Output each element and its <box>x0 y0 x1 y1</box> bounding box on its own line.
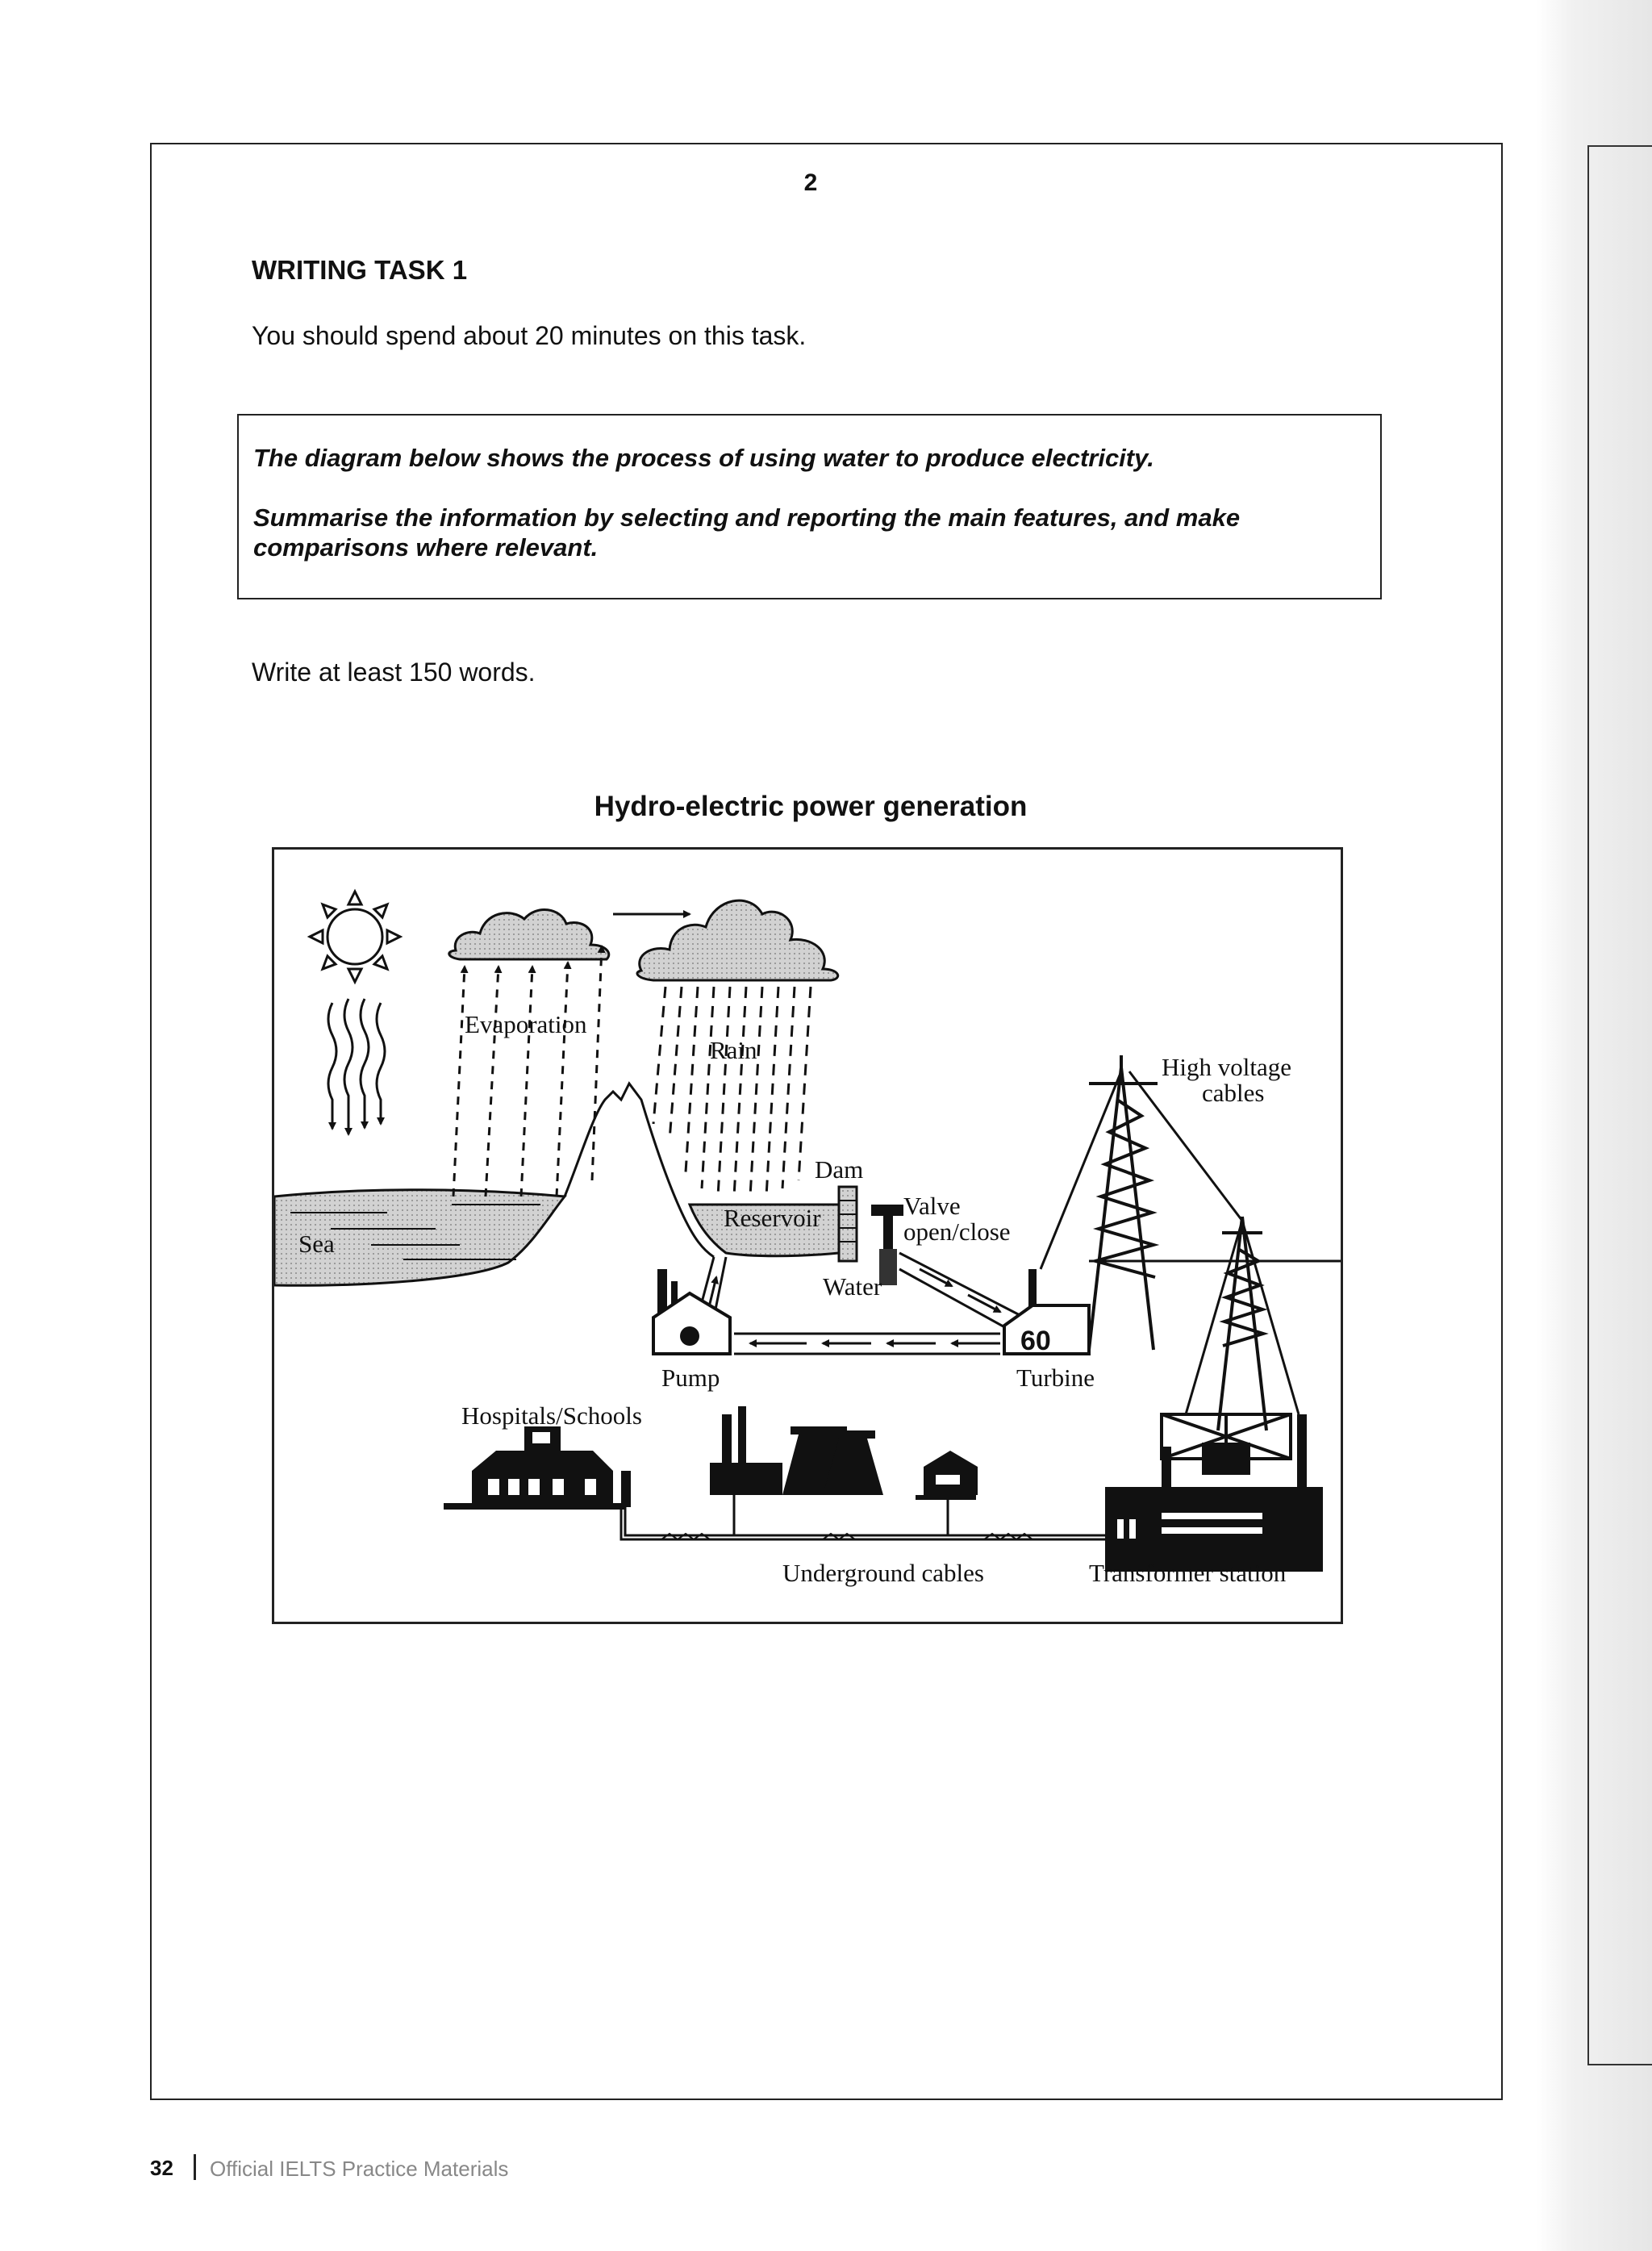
label-valve-open-close: open/close <box>903 1217 1011 1246</box>
label-sea: Sea <box>298 1230 335 1258</box>
pylon-icon <box>1089 1055 1158 1350</box>
label-turbine: Turbine <box>1016 1364 1095 1392</box>
footer-page-number: 32 <box>150 2156 173 2180</box>
pylon-icon <box>1218 1217 1266 1430</box>
cloud-icon <box>637 900 838 980</box>
mountain <box>565 1084 714 1257</box>
time-note: You should spend about 20 minutes on this task. <box>252 321 807 350</box>
label-rain: Rain <box>710 1036 757 1064</box>
label-cables: cables <box>1202 1079 1265 1107</box>
diagram <box>272 847 1343 1624</box>
label-dam: Dam <box>815 1155 864 1184</box>
underground-cables <box>621 1495 1105 1539</box>
adjacent-page-frame <box>1587 145 1652 2065</box>
hospital-school-icon <box>444 1426 631 1510</box>
label-evaporation: Evaporation <box>465 1010 587 1038</box>
label-hospitals-schools: Hospitals/Schools <box>461 1401 642 1430</box>
label-reservoir: Reservoir <box>724 1204 821 1232</box>
pump-house-icon <box>653 1269 730 1354</box>
factory-icon <box>710 1406 883 1495</box>
instruction-box <box>237 414 1382 599</box>
instruction-text: The diagram below shows the process of using water to produce electricity. <box>253 444 1154 472</box>
dam <box>839 1187 857 1261</box>
sun-icon <box>310 892 400 982</box>
label-transformer-station: Transformer station <box>1089 1559 1287 1587</box>
diagram-title: Hydro-electric power generation <box>594 791 1028 822</box>
rain <box>653 987 811 1196</box>
task-heading: WRITING TASK 1 <box>252 255 468 285</box>
house-icon <box>916 1451 978 1500</box>
pipe <box>899 1253 1024 1334</box>
sunlight-rays <box>328 999 385 1134</box>
label-valve: Valve <box>903 1192 961 1220</box>
label-underground-cables: Underground cables <box>782 1559 984 1587</box>
word-count-note: Write at least 150 words. <box>252 658 536 687</box>
pipe-flow-arrows <box>920 1269 1000 1312</box>
footer-divider <box>194 2154 196 2180</box>
svg-text:60: 60 <box>1020 1326 1051 1356</box>
footer-publication: Official IELTS Practice Materials <box>210 2157 509 2181</box>
page-number: 2 <box>803 169 818 196</box>
instruction-text: Summarise the information by selecting and reporting the main features, and make comparisons where relevant. <box>253 503 1241 562</box>
label-water: Water <box>823 1272 882 1301</box>
cloud-icon <box>449 910 609 959</box>
label-pump: Pump <box>661 1364 720 1392</box>
diagram-illustration <box>274 850 1343 1624</box>
label-high-voltage: High voltage <box>1162 1053 1291 1081</box>
